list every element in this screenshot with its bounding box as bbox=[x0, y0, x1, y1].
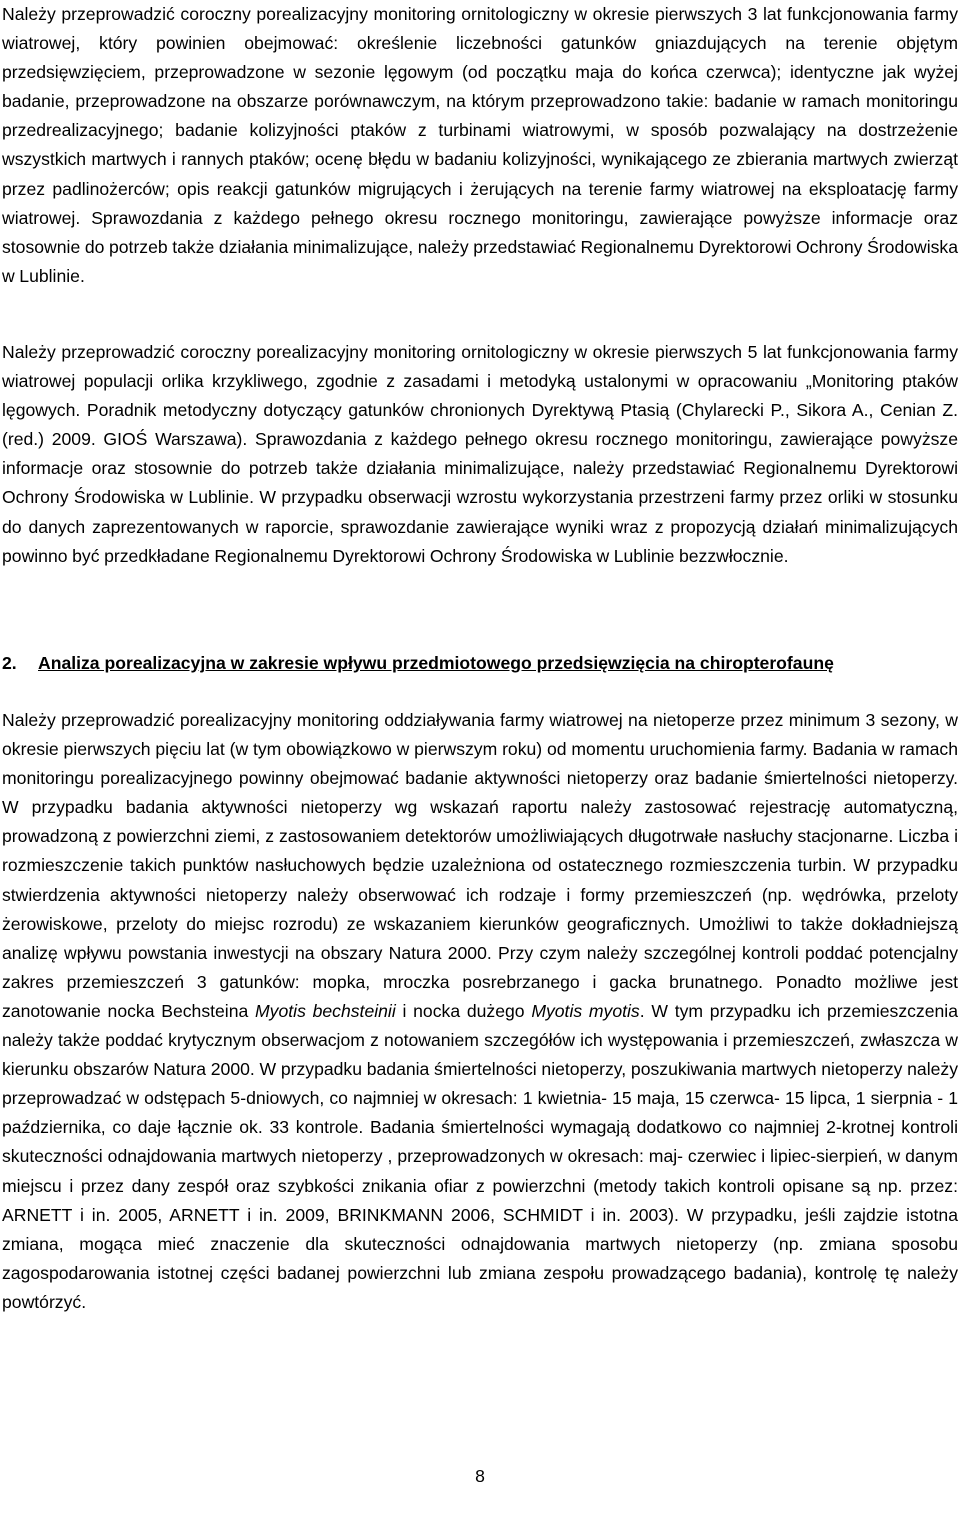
species-name-myotis-bechsteinii: Myotis bechsteinii bbox=[255, 1000, 396, 1021]
paragraph-bat-monitoring-part2: i nocka dużego bbox=[395, 1000, 532, 1021]
paragraph-lesser-spotted-eagle-monitoring: Należy przeprowadzić coroczny porealizacyjny monitoring ornitologiczny w okresie pierwszych 5 lat funkcjonowania farmy wiatrowej populacji orlika krzykliwego, zgodnie z zasadami i metodyką ustalonymi w opracowaniu „Monitoring ptaków lęgowych. Poradnik metodyczny dotyczący gatunków chronionych Dyrektywą Ptasią (Chylarecki P., Sikora A., Cenian Z. (red.) 2009. GIOŚ Warszawa). Sprawozdania z każdego pełnego okresu rocznego monitoringu, zawierające powyższe informacje oraz stosownie do potrzeb także działania minimalizujące, należy przedstawiać Regionalnemu Dyrektorowi Ochrony Środowiska w Lublinie. W przypadku obserwacji wzrostu wykorzystania przestrzeni farmy przez orliki w stosunku do danych zaprezentowanych w raporcie, sprawozdanie zawierające wyniki wraz z propozycją działań minimalizujących powinno być przedkładane Regionalnemu Dyrektorowi Ochrony Środowiska w Lublinie bezzwłocznie. bbox=[2, 342, 958, 566]
page-number: 8 bbox=[475, 1466, 485, 1486]
paragraph-bat-monitoring bbox=[2, 706, 958, 1317]
section-number: 2. bbox=[2, 653, 17, 673]
species-name-myotis-myotis: Myotis myotis bbox=[531, 1000, 640, 1021]
paragraph-bat-monitoring-part3: . W tym przypadku ich przemieszczenia należy także poddać krytycznym obserwacjom z notowaniem szczegółów ich występowania i przemieszczeń, zwłaszcza w kierunku obszarów Natura 2000. W przypadku badania śmiertelności nietoperzy, poszukiwania martwych nietoperzy należy przeprowadzać w odstępach 5-dniowych, co najmniej w okresach: 1 kwietnia- 15 maja, 15 czerwca- 15 lipca, 1 sierpnia - 1 października, co daje łącznie ok. 33 kontrole. Badania śmiertelności wymagają dodatkowo co najmniej 2-krotnej kontroli skuteczności odnajdowania martwych nietoperzy , przeprowadzonych w okresach: maj- czerwiec i lipiec-sierpień, w danym miejscu i przez dany zespół oraz szybkości znikania ofiar z powierzchni (metody takich kontroli opisane są np. przez: ARNETT i in. 2005, ARNETT i in. 2009, BRINKMANN 2006, SCHMIDT i in. 2003). W przypadku, jeśli zajdzie istotna zmiana, mogąca mieć znaczenie dla skuteczności odnajdowania martwych nietoperzy (np. zmiana sposobu zagospodarowania istotnej części badanej powierzchni lub zmiana zespołu prowadzącego badania), kontrolę tę należy powtórzyć. bbox=[2, 1000, 958, 1312]
paragraph-ornithological-monitoring: Należy przeprowadzić coroczny porealizacyjny monitoring ornitologiczny w okresie pierwszych 3 lat funkcjonowania farmy wiatrowej, który powinien obejmować: określenie liczebności gatunków gniazdujących na terenie objętym przedsięwzięciem, przeprowadzone w sezonie lęgowym (od początku maja do końca czerwca); identyczne jak wyżej badanie, przeprowadzone na obszarze porównawczym, na którym przeprowadzono takie: badanie w ramach monitoringu przedrealizacyjnego; badanie kolizyjności ptaków z turbinami wiatrowymi, w sposób pozwalający na dostrzeżenie wszystkich martwych i rannych ptaków; ocenę błędu w badaniu kolizyjności, wynikającego ze zbierania martwych zwierząt przez padlinożerców; opis reakcji gatunków migrujących i żerujących na terenie farmy wiatrowej na eksploatację farmy wiatrowej. Sprawozdania z każdego pełnego okresu rocznego monitoringu, zawierające powyższe informacje oraz stosownie do potrzeb także działania minimalizujące, należy przedstawiać Regionalnemu Dyrektorowi Ochrony Środowiska w Lublinie. bbox=[2, 4, 959, 286]
section-title: Analiza porealizacyjna w zakresie wpływu przedmiotowego przedsięwzięcia na chiropterofaunę bbox=[38, 653, 834, 673]
section-heading bbox=[2, 649, 958, 678]
paragraph-bat-monitoring-part1: Należy przeprowadzić porealizacyjny monitoring oddziaływania farmy wiatrowej na nietoperze przez minimum 3 sezony, w okresie pierwszych pięciu lat (w tym obowiązkowo w pierwszym roku) od momentu uruchomienia farmy. Badania w ramach monitoringu porealizacyjnego powinny obejmować badanie aktywności nietoperzy oraz badanie śmiertelności nietoperzy. W przypadku badania aktywności nietoperzy wg wskazań raportu należy zastosować rejestrację automatyczną, prowadzoną z powierzchni ziemi, z zastosowaniem detektorów umożliwiających długotrwałe nasłuchy stacjonarne. Liczba i rozmieszczenie takich punktów nasłuchowych będzie uzależniona od ostatecznego rozmieszczenia turbin. W przypadku stwierdzenia aktywności nietoperzy należy obserwować ich rodzaje i formy przemieszczeń (np. wędrówka, przeloty żerowiskowe, przeloty do miejsc rozrodu) ze wskazaniem kierunków geograficznych. Umożliwi to także dokładniejszą analizę wpływu powstania inwestycji na obszary Natura 2000. Przy czym należy szczególnej kontroli poddać potencjalny zakres przemieszczeń 3 gatunków: mopka, mroczka posrebrzanego i gacka brunatnego. Ponadto możliwe jest zanotowanie nocka Bechsteina bbox=[2, 710, 958, 1021]
